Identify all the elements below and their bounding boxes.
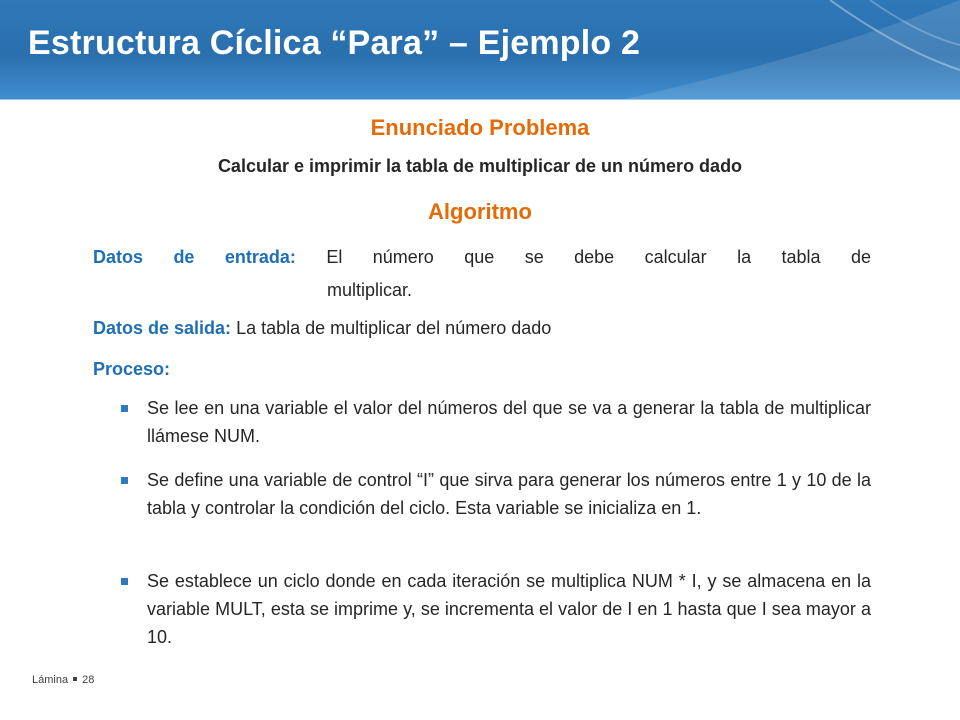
bullet-square-icon <box>121 405 128 412</box>
process-step: Se lee en una variable el valor del números del que se va a generar la tabla de multiplicar llámese NUM. <box>147 398 871 446</box>
slide-footer <box>32 674 94 686</box>
process-step: Se establece un ciclo donde en cada iteración se multiplica NUM * I, y se almacena en la variable MULT, esta se imprime y, se incrementa el valor de I en 1 hasta que I sea mayor a 10. <box>147 571 871 647</box>
bullet-square-icon <box>121 578 128 585</box>
title-banner <box>0 0 960 100</box>
output-data-text: La tabla de multiplicar del número dado <box>236 318 552 338</box>
input-data-line <box>93 243 871 271</box>
problem-statement: Calcular e imprimir la tabla de multiplicar de un número dado <box>217 156 743 176</box>
slide-title: Estructura Cíclica “Para” – Ejemplo 2 <box>28 24 641 62</box>
output-data-label: Datos de salida: <box>93 318 232 338</box>
problem-heading: Enunciado Problema <box>370 115 590 140</box>
footer-separator-icon <box>73 677 77 681</box>
algorithm-heading: Algoritmo <box>428 199 532 224</box>
bullet-square-icon <box>121 477 128 484</box>
input-data-text: El número que se debe calcular la tabla de <box>326 247 871 267</box>
process-step: Se define una variable de control “I” que sirva para generar los números entre 1 y 10 de la tabla y controlar la condición del ciclo. Esta variable se inicializa en 1. <box>147 470 871 518</box>
input-data-label: Datos de entrada: <box>93 247 296 267</box>
input-data-continuation: multiplicar. <box>327 280 413 300</box>
footer-label: Lámina <box>32 674 69 686</box>
output-data-line <box>93 314 871 342</box>
process-label: Proceso: <box>93 359 171 379</box>
page-number: 28 <box>82 674 95 686</box>
